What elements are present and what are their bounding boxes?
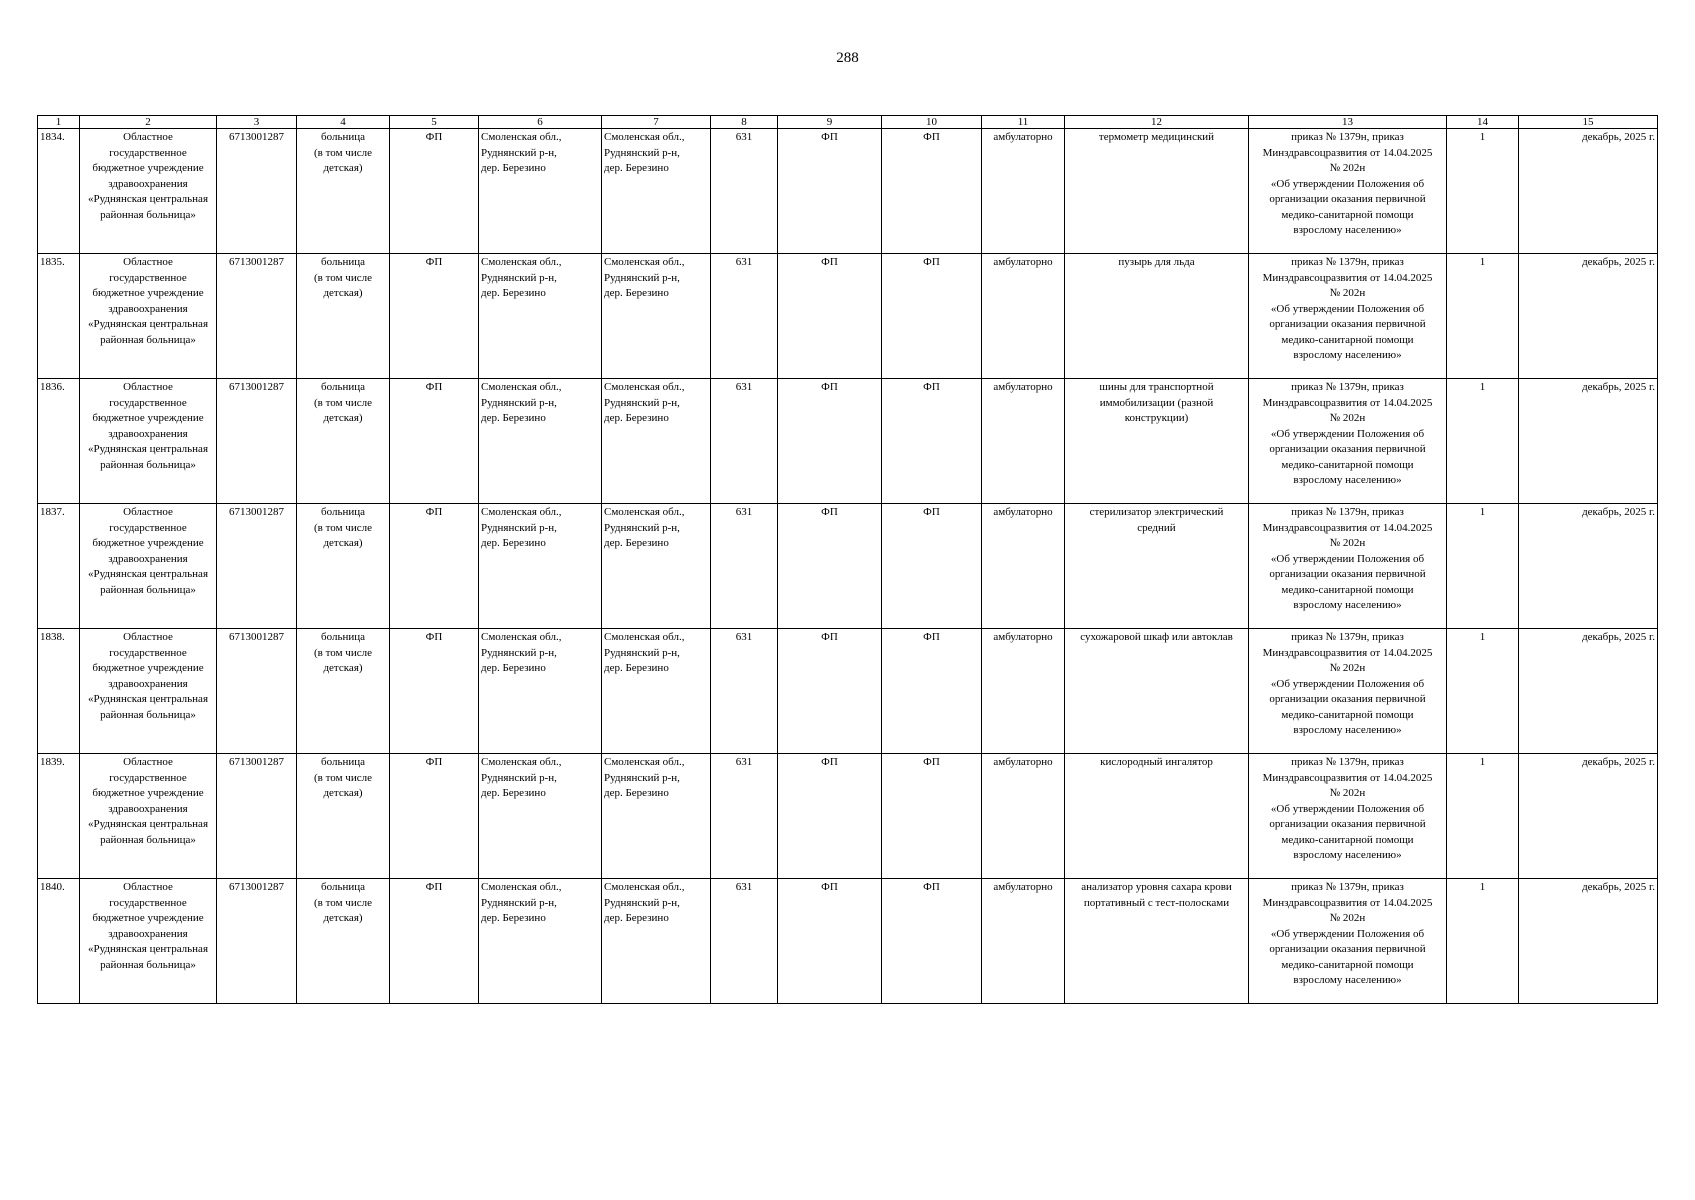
inn: 6713001287 <box>217 629 297 754</box>
regulatory-basis: приказ № 1379н, приказ Минздравсоцразвития от 14.04.2025 № 202н «Об утверждении Положения об организации оказания первичной медико-санитарной помощи взрослому населению» <box>1249 879 1447 1004</box>
facility-type: больница (в том числе детская) <box>297 254 390 379</box>
unit-type: ФП <box>390 504 479 629</box>
regulatory-basis: приказ № 1379н, приказ Минздравсоцразвития от 14.04.2025 № 202н «Об утверждении Положения об организации оказания первичной медико-санитарной помощи взрослому населению» <box>1249 129 1447 254</box>
unit-col-9: ФП <box>778 379 882 504</box>
address-legal: Смоленская обл., Руднянский р-н, дер. Березино <box>479 629 602 754</box>
address-legal: Смоленская обл., Руднянский р-н, дер. Березино <box>479 129 602 254</box>
facility-type: больница (в том числе детская) <box>297 129 390 254</box>
unit-col-9: ФП <box>778 129 882 254</box>
unit-type: ФП <box>390 754 479 879</box>
unit-col-9: ФП <box>778 754 882 879</box>
regulatory-basis: приказ № 1379н, приказ Минздравсоцразвития от 14.04.2025 № 202н «Об утверждении Положения об организации оказания первичной медико-санитарной помощи взрослому населению» <box>1249 629 1447 754</box>
care-form: амбулаторно <box>982 504 1065 629</box>
column-header: 10 <box>882 116 982 129</box>
column-header: 1 <box>38 116 80 129</box>
column-header: 11 <box>982 116 1065 129</box>
regulatory-basis: приказ № 1379н, приказ Минздравсоцразвития от 14.04.2025 № 202н «Об утверждении Положения об организации оказания первичной медико-санитарной помощи взрослому населению» <box>1249 254 1447 379</box>
care-form: амбулаторно <box>982 754 1065 879</box>
organization-name: Областное государственное бюджетное учреждение здравоохранения «Руднянская центральная районная больница» <box>80 879 217 1004</box>
care-form: амбулаторно <box>982 254 1065 379</box>
column-header: 6 <box>479 116 602 129</box>
unit-col-10: ФП <box>882 129 982 254</box>
row-number: 1836. <box>38 379 80 504</box>
unit-col-10: ФП <box>882 379 982 504</box>
delivery-date: декабрь, 2025 г. <box>1519 379 1658 504</box>
address-legal: Смоленская обл., Руднянский р-н, дер. Березино <box>479 879 602 1004</box>
inn: 6713001287 <box>217 754 297 879</box>
unit-col-9: ФП <box>778 504 882 629</box>
equipment-item: пузырь для льда <box>1065 254 1249 379</box>
code: 631 <box>711 129 778 254</box>
unit-col-10: ФП <box>882 629 982 754</box>
delivery-date: декабрь, 2025 г. <box>1519 504 1658 629</box>
unit-type: ФП <box>390 879 479 1004</box>
row-number: 1837. <box>38 504 80 629</box>
organization-name: Областное государственное бюджетное учреждение здравоохранения «Руднянская центральная районная больница» <box>80 504 217 629</box>
column-number-row <box>38 116 1658 129</box>
column-header: 9 <box>778 116 882 129</box>
inn: 6713001287 <box>217 129 297 254</box>
table-row <box>38 504 1658 629</box>
care-form: амбулаторно <box>982 129 1065 254</box>
quantity: 1 <box>1447 504 1519 629</box>
regulatory-basis: приказ № 1379н, приказ Минздравсоцразвития от 14.04.2025 № 202н «Об утверждении Положения об организации оказания первичной медико-санитарной помощи взрослому населению» <box>1249 379 1447 504</box>
code: 631 <box>711 379 778 504</box>
equipment-item: шины для транспортной иммобилизации (разной конструкции) <box>1065 379 1249 504</box>
care-form: амбулаторно <box>982 379 1065 504</box>
inn: 6713001287 <box>217 254 297 379</box>
care-form: амбулаторно <box>982 879 1065 1004</box>
quantity: 1 <box>1447 254 1519 379</box>
quantity: 1 <box>1447 129 1519 254</box>
column-header: 12 <box>1065 116 1249 129</box>
column-header: 5 <box>390 116 479 129</box>
address-actual: Смоленская обл., Руднянский р-н, дер. Березино <box>602 379 711 504</box>
address-actual: Смоленская обл., Руднянский р-н, дер. Березино <box>602 629 711 754</box>
quantity: 1 <box>1447 879 1519 1004</box>
address-actual: Смоленская обл., Руднянский р-н, дер. Березино <box>602 754 711 879</box>
unit-col-9: ФП <box>778 629 882 754</box>
unit-col-10: ФП <box>882 254 982 379</box>
row-number: 1834. <box>38 129 80 254</box>
organization-name: Областное государственное бюджетное учреждение здравоохранения «Руднянская центральная районная больница» <box>80 754 217 879</box>
column-header: 8 <box>711 116 778 129</box>
unit-col-10: ФП <box>882 504 982 629</box>
code: 631 <box>711 629 778 754</box>
column-header: 3 <box>217 116 297 129</box>
code: 631 <box>711 254 778 379</box>
row-number: 1835. <box>38 254 80 379</box>
delivery-date: декабрь, 2025 г. <box>1519 879 1658 1004</box>
unit-col-10: ФП <box>882 754 982 879</box>
equipment-item: кислородный ингалятор <box>1065 754 1249 879</box>
quantity: 1 <box>1447 629 1519 754</box>
address-actual: Смоленская обл., Руднянский р-н, дер. Березино <box>602 254 711 379</box>
facility-type: больница (в том числе детская) <box>297 754 390 879</box>
address-actual: Смоленская обл., Руднянский р-н, дер. Березино <box>602 504 711 629</box>
column-header: 2 <box>80 116 217 129</box>
table-row <box>38 129 1658 254</box>
organization-name: Областное государственное бюджетное учреждение здравоохранения «Руднянская центральная районная больница» <box>80 129 217 254</box>
table-row <box>38 379 1658 504</box>
unit-type: ФП <box>390 379 479 504</box>
unit-col-9: ФП <box>778 254 882 379</box>
regulatory-basis: приказ № 1379н, приказ Минздравсоцразвития от 14.04.2025 № 202н «Об утверждении Положения об организации оказания первичной медико-санитарной помощи взрослому населению» <box>1249 504 1447 629</box>
unit-col-9: ФП <box>778 879 882 1004</box>
column-header: 4 <box>297 116 390 129</box>
table-row <box>38 629 1658 754</box>
row-number: 1839. <box>38 754 80 879</box>
quantity: 1 <box>1447 379 1519 504</box>
address-actual: Смоленская обл., Руднянский р-н, дер. Березино <box>602 879 711 1004</box>
code: 631 <box>711 879 778 1004</box>
quantity: 1 <box>1447 754 1519 879</box>
inn: 6713001287 <box>217 379 297 504</box>
equipment-item: сухожаровой шкаф или автоклав <box>1065 629 1249 754</box>
delivery-date: декабрь, 2025 г. <box>1519 629 1658 754</box>
facility-type: больница (в том числе детская) <box>297 879 390 1004</box>
table-row <box>38 254 1658 379</box>
column-header: 7 <box>602 116 711 129</box>
table-row <box>38 754 1658 879</box>
address-legal: Смоленская обл., Руднянский р-н, дер. Березино <box>479 504 602 629</box>
address-legal: Смоленская обл., Руднянский р-н, дер. Березино <box>479 379 602 504</box>
unit-col-10: ФП <box>882 879 982 1004</box>
facility-type: больница (в том числе детская) <box>297 629 390 754</box>
care-form: амбулаторно <box>982 629 1065 754</box>
code: 631 <box>711 504 778 629</box>
unit-type: ФП <box>390 129 479 254</box>
unit-type: ФП <box>390 629 479 754</box>
inn: 6713001287 <box>217 879 297 1004</box>
column-header: 15 <box>1519 116 1658 129</box>
equipment-item: термометр медицинский <box>1065 129 1249 254</box>
address-actual: Смоленская обл., Руднянский р-н, дер. Березино <box>602 129 711 254</box>
equipment-item: стерилизатор электрический средний <box>1065 504 1249 629</box>
column-header: 13 <box>1249 116 1447 129</box>
code: 631 <box>711 754 778 879</box>
row-number: 1840. <box>38 879 80 1004</box>
regulatory-basis: приказ № 1379н, приказ Минздравсоцразвития от 14.04.2025 № 202н «Об утверждении Положения об организации оказания первичной медико-санитарной помощи взрослому населению» <box>1249 754 1447 879</box>
column-header: 14 <box>1447 116 1519 129</box>
delivery-date: декабрь, 2025 г. <box>1519 254 1658 379</box>
address-legal: Смоленская обл., Руднянский р-н, дер. Березино <box>479 754 602 879</box>
page-number: 288 <box>836 50 859 66</box>
row-number: 1838. <box>38 629 80 754</box>
delivery-date: декабрь, 2025 г. <box>1519 754 1658 879</box>
equipment-table <box>37 115 1658 1004</box>
organization-name: Областное государственное бюджетное учреждение здравоохранения «Руднянская центральная районная больница» <box>80 379 217 504</box>
organization-name: Областное государственное бюджетное учреждение здравоохранения «Руднянская центральная районная больница» <box>80 254 217 379</box>
delivery-date: декабрь, 2025 г. <box>1519 129 1658 254</box>
inn: 6713001287 <box>217 504 297 629</box>
facility-type: больница (в том числе детская) <box>297 379 390 504</box>
unit-type: ФП <box>390 254 479 379</box>
equipment-item: анализатор уровня сахара крови портативный с тест-полосками <box>1065 879 1249 1004</box>
table-row <box>38 879 1658 1004</box>
facility-type: больница (в том числе детская) <box>297 504 390 629</box>
address-legal: Смоленская обл., Руднянский р-н, дер. Березино <box>479 254 602 379</box>
organization-name: Областное государственное бюджетное учреждение здравоохранения «Руднянская центральная районная больница» <box>80 629 217 754</box>
